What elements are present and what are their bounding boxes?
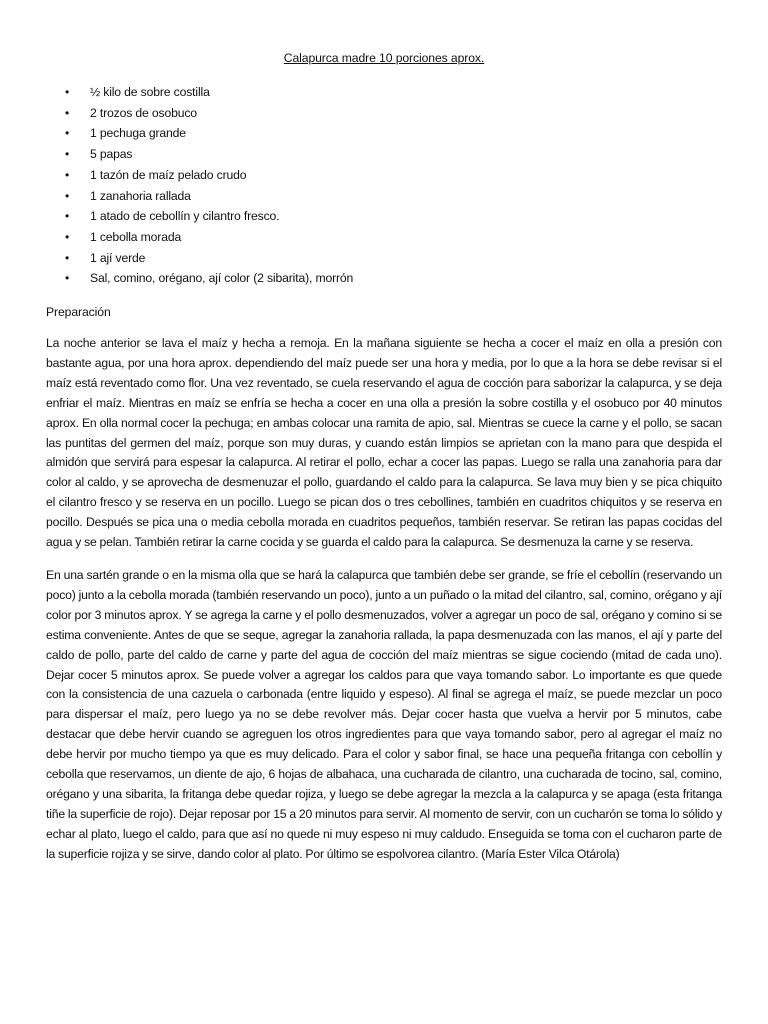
preparation-paragraph-1: La noche anterior se lava el maíz y hecha a remoja. En la mañana siguiente se hecha a cocer el maíz en olla a presión con bastante agua, por una hora aprox. dependiendo del maíz puede ser una hora y media, por lo que a la hora se debe revisar si el maíz está reventado como flor. Una vez reventado, se cuela reservando el agua de cocción para saborizar la calapurca, y se deja enfriar el maíz. Mientras en maíz se enfría se hecha a cocer en una olla a presión la sobre costilla y el osobuco por 40 minutos aprox. En olla normal cocer la pechuga; en ambas colocar una ramita de apio, sal. Mientras se cuece la carne y el pollo, se sacan las puntitas del germen del maíz, porque son muy duras, y cuando están limpios se aprietan con la mano para que despida el almidón que servirá para espesar la calapurca. Al retirar el pollo, echar a cocer las papas. Luego se ralla una zanahoria para dar color al caldo, y se aprovecha de desmenuzar el pollo, guardando el caldo para la calapurca. Se lava muy bien y se pica chiquito el cilantro fresco y se reserva en un pocillo. Luego se pican dos o tres cebollines, también en cuadritos chiquitos y se reserva en pocillo. Después se pica una o media cebolla morada en cuadritos pequeños, también reservar. Se retiran las papas cocidas del agua y se pelan. También retirar la carne cocida y se guarda el caldo para la calapurca. Se desmenuza la carne y se reserva.	[46, 336, 722, 550]
list-item	[46, 206, 722, 227]
bullet-icon: •	[65, 209, 70, 224]
preparation-paragraph-2: En una sartén grande o en la misma olla que se hará la calapurca que también debe ser grande, se fríe el cebollín (reservando un poco) junto a la cebolla morada (también reservando un poco), junto a un puñado o la mitad del cilantro, sal, comino, orégano y ají color por 3 minutos aprox. Y se agrega la carne y el pollo desmenuzados, volver a agregar un poco de sal, orégano y comino si se estima conveniente. Antes de que se seque, agregar la zanahoria rallada, la papa desmenuzada con las manos, el ají y parte del caldo de pollo, parte del caldo de carne y parte del agua de cocción del maíz mientras se sigue cociendo (mitad de cada uno). Dejar cocer 5 minutos aprox. Se puede volver a agregar los caldos para que vaya tomando sabor. Lo importante es que quede con la consistencia de una cazuela o carbonada (entre liquido y espeso). Al final se agrega el maíz, se puede mezclar un poco para dispersar el maíz, pero luego ya no se debe revolver más. Dejar cocer hasta que vuelva a hervir por 5 minutos, cabe destacar que debe hervir cuando se agreguen los otros ingredientes para que vaya tomando sabor, pero al agregar el maíz no debe hervir por mucho tiempo ya que es muy delicado. Para el color y sabor final, se hace una pequeña fritanga con cebollín y cebolla que reservamos, un diente de ajo, 6 hojas de albahaca, una cucharada de cilantro, una cucharada de tocino, sal, comino, orégano y una sibarita, la fritanga debe quedar rojiza, y luego se debe agregar la mezcla a la calapurca y se apaga (esta fritanga tiñe la superficie de rojo). Dejar reposar por 15 a 20 minutos para servir. Al momento de servir, con un cucharón se toma lo sólido y echar al plato, luego el caldo, para que así no quede ni muy espeso ni muy caldudo. Enseguida se toma con el cucharon parte de la superficie rojiza y se sirve, dando color al plato. Por último se espolvorea cilantro. (María Ester Vilca Otárola)	[46, 568, 722, 861]
list-item	[46, 82, 722, 103]
bullet-icon: •	[65, 167, 70, 182]
ingredient-text: 5 papas	[90, 147, 133, 162]
ingredient-text: ½ kilo de sobre costilla	[90, 85, 210, 99]
bullet-icon: •	[65, 271, 70, 286]
ingredient-text: 1 atado de cebollín y cilantro fresco.	[90, 209, 280, 224]
ingredient-text: 1 tazón de maíz pelado crudo	[90, 167, 247, 182]
list-item	[46, 103, 722, 124]
ingredient-text: 1 cebolla morada	[90, 229, 182, 244]
document-title: Calapurca madre 10 porciones aprox.	[283, 51, 485, 65]
ingredient-text: 1 zanahoria rallada	[90, 188, 191, 203]
list-item	[46, 186, 722, 207]
bullet-icon: •	[65, 188, 70, 203]
bullet-icon: •	[65, 250, 70, 265]
ingredient-text: 1 pechuga grande	[90, 126, 186, 141]
section-heading-preparation: Preparación	[46, 305, 111, 320]
list-item	[46, 268, 722, 289]
bullet-icon: •	[65, 85, 70, 99]
document-page	[46, 49, 722, 878]
list-item	[46, 144, 722, 165]
list-item	[46, 165, 722, 186]
list-item	[46, 248, 722, 269]
list-item	[46, 123, 722, 144]
list-item	[46, 227, 722, 248]
ingredient-text: 1 ají verde	[90, 250, 146, 265]
bullet-icon: •	[65, 229, 70, 244]
bullet-icon: •	[65, 105, 70, 120]
ingredients-list	[46, 82, 722, 289]
bullet-icon: •	[65, 147, 70, 162]
ingredient-text: 2 trozos de osobuco	[90, 105, 197, 120]
ingredient-text: Sal, comino, orégano, ají color (2 sibarita), morrón	[90, 271, 354, 286]
bullet-icon: •	[65, 126, 70, 141]
